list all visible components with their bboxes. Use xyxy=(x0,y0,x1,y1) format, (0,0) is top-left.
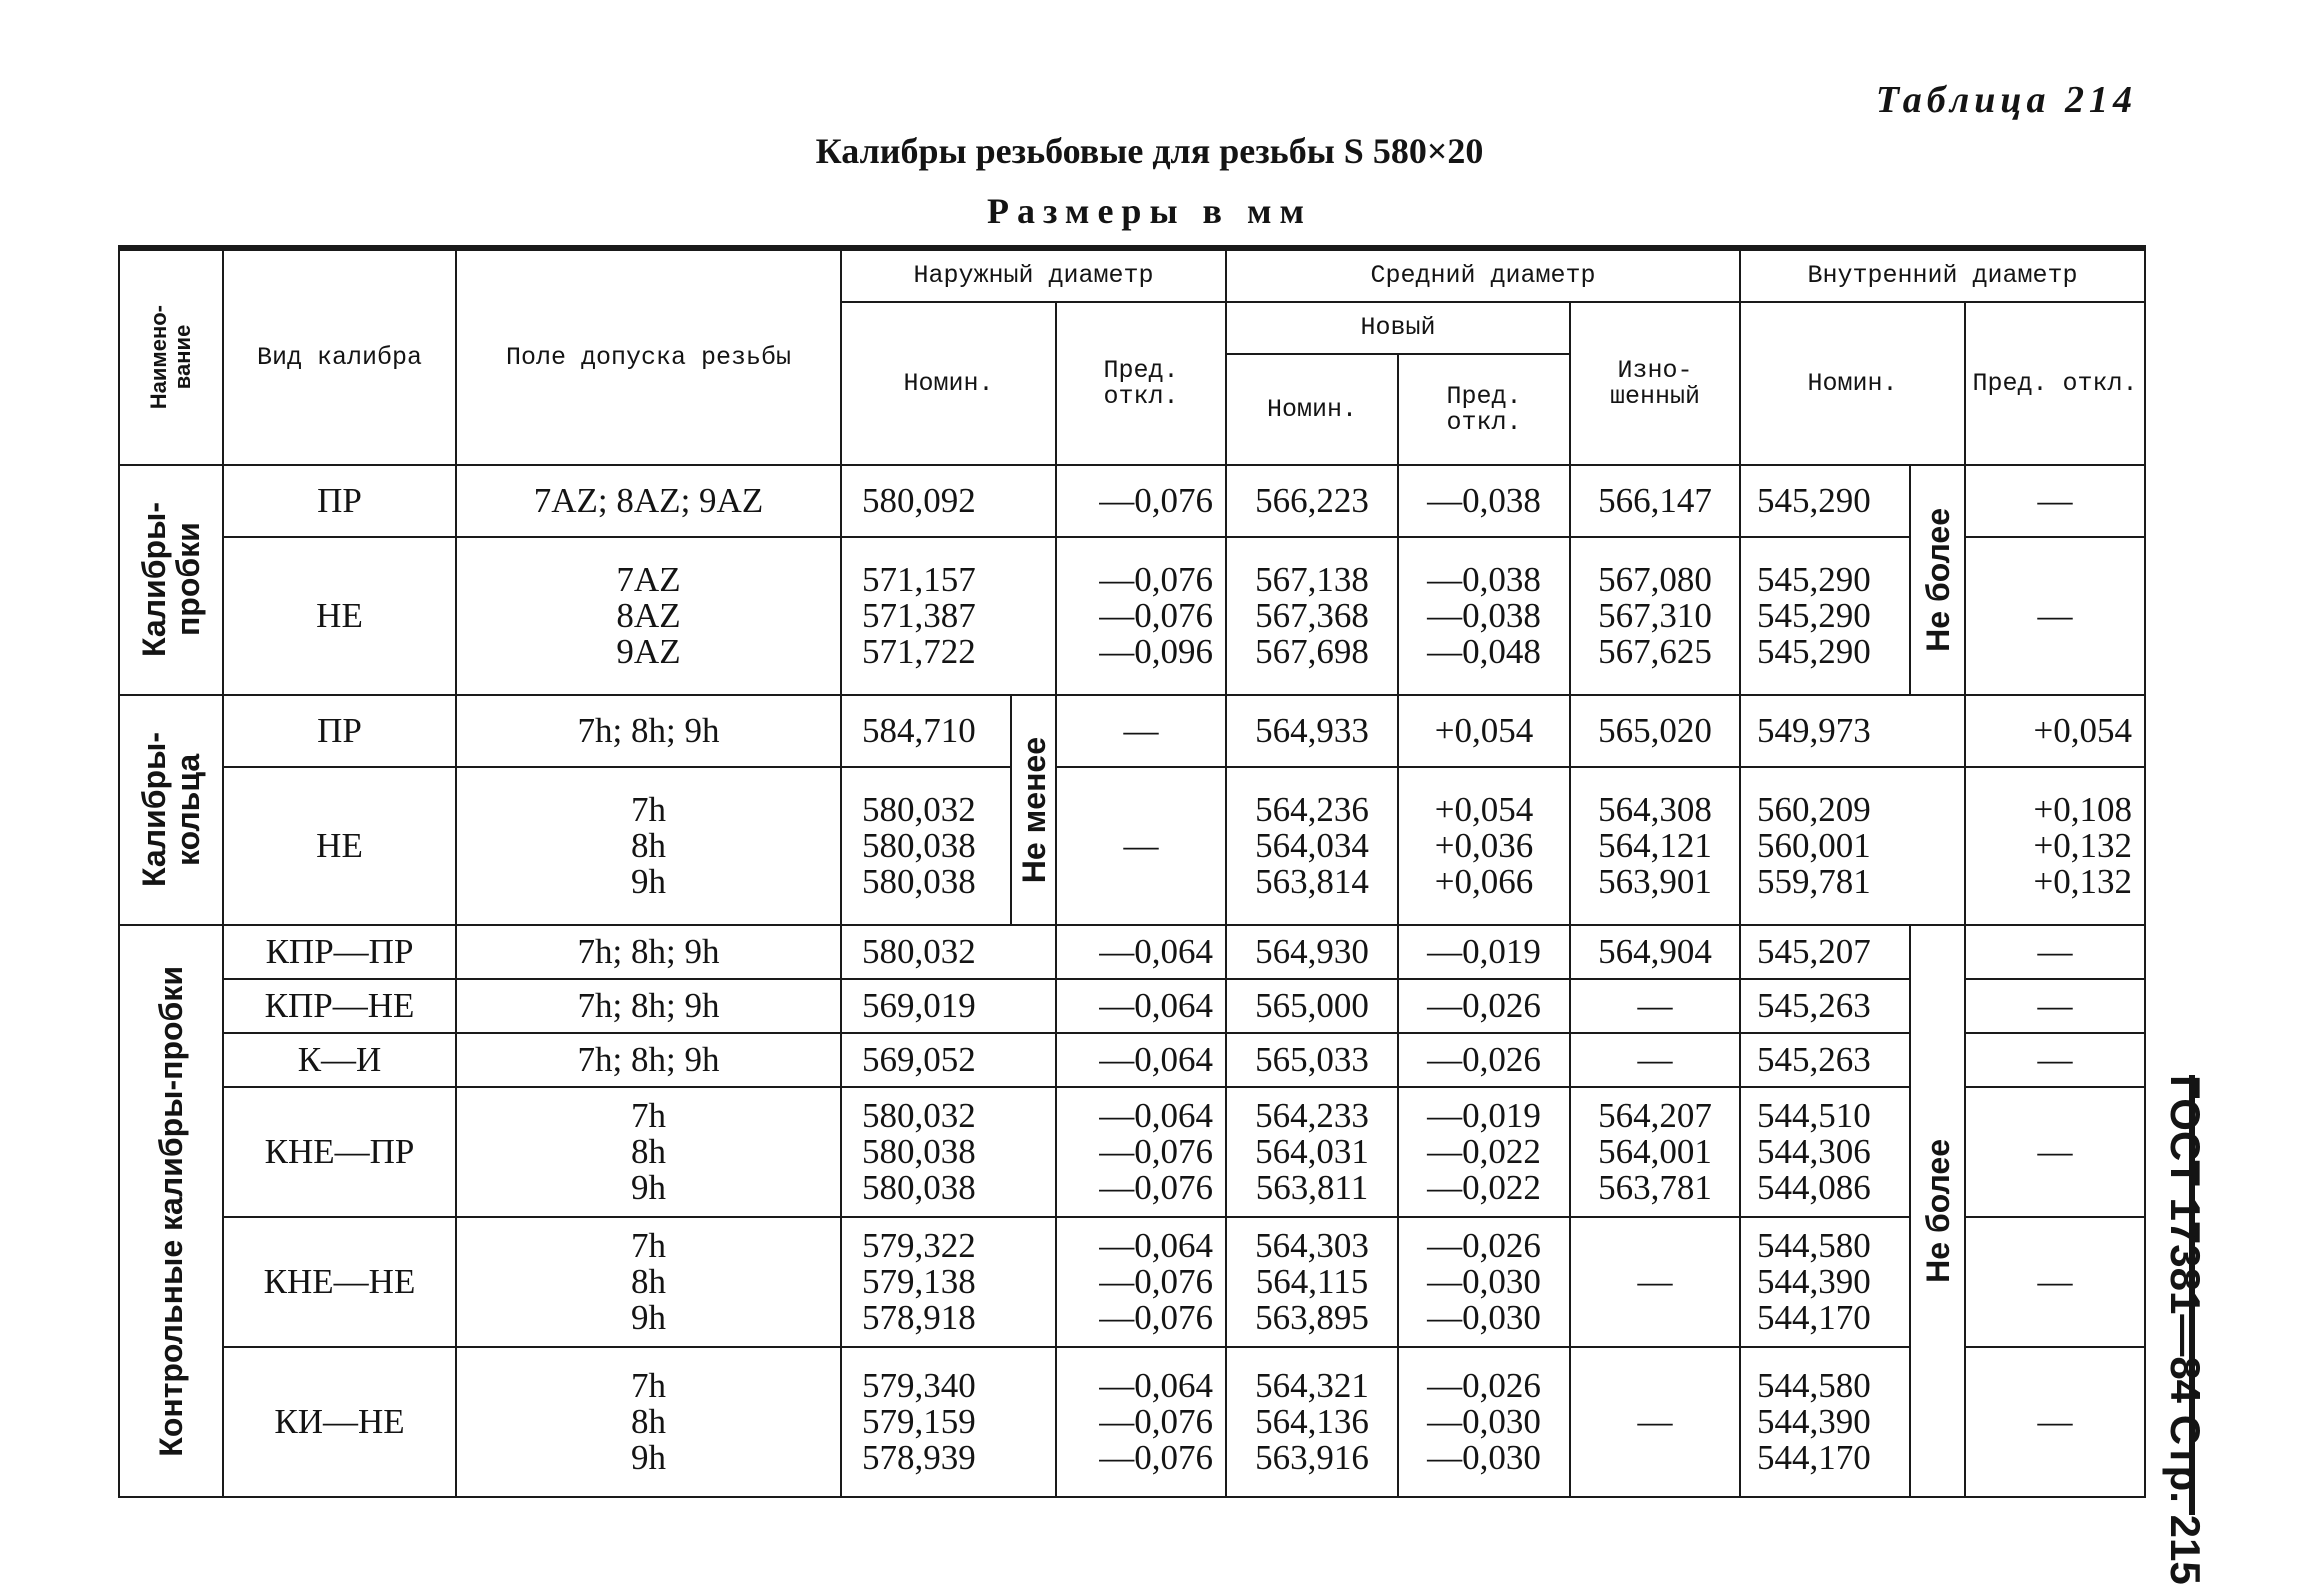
cell-middle-nom: 564,933 xyxy=(1226,695,1398,767)
cell-middle-dev: —0,026 xyxy=(1398,1033,1570,1087)
cell-middle-dev: —0,026 xyxy=(1398,979,1570,1033)
cell-inner-nom: 545,290 xyxy=(1740,465,1910,537)
cell-outer-nom: 579,322 579,138 578,918 xyxy=(841,1217,1056,1347)
cell-tolerance: 7AZ 8AZ 9AZ xyxy=(456,537,841,695)
table-row xyxy=(119,1087,2145,1217)
cell-inner-dev: — xyxy=(1965,925,2145,979)
cell-outer-nom: 579,340 579,159 578,939 xyxy=(841,1347,1056,1497)
cell-middle-nom: 565,000 xyxy=(1226,979,1398,1033)
cell-middle-nom: 564,233 564,031 563,811 xyxy=(1226,1087,1398,1217)
cell-outer-dev: —0,064 xyxy=(1056,925,1226,979)
header-new: Новый xyxy=(1226,302,1570,354)
cell-kind: НЕ xyxy=(223,537,456,695)
page-side-note: ГОСТ 17381—84 Стр. 215 xyxy=(2162,1075,2209,1585)
table-row xyxy=(119,1033,2145,1087)
cell-middle-dev: —0,038 xyxy=(1398,465,1570,537)
table-row xyxy=(119,1347,2145,1497)
header-inner-dev: Пред. откл. xyxy=(1965,302,2145,465)
cell-worn: — xyxy=(1570,1033,1740,1087)
cell-worn: — xyxy=(1570,1217,1740,1347)
cell-worn: 565,020 xyxy=(1570,695,1740,767)
cell-outer-dev: — xyxy=(1056,767,1226,925)
cell-outer-nom: 580,032 580,038 580,038 xyxy=(841,767,1011,925)
cell-tolerance: 7h 8h 9h xyxy=(456,767,841,925)
cell-inner-nom: 544,580 544,390 544,170 xyxy=(1740,1347,1910,1497)
cell-middle-dev: +0,054 +0,036 +0,066 xyxy=(1398,767,1570,925)
cell-middle-dev: +0,054 xyxy=(1398,695,1570,767)
cell-worn: — xyxy=(1570,1347,1740,1497)
group-rings: Калибры- кольца xyxy=(119,695,223,925)
cell-inner-dev: +0,054 xyxy=(1965,695,2145,767)
cell-worn: — xyxy=(1570,979,1740,1033)
cell-middle-nom: 564,321 564,136 563,916 xyxy=(1226,1347,1398,1497)
cell-inner-dev: — xyxy=(1965,465,2145,537)
cell-tolerance: 7AZ; 8AZ; 9AZ xyxy=(456,465,841,537)
units-caption: Размеры в мм xyxy=(986,191,1313,231)
header-outer-diameter: Наружный диаметр xyxy=(841,248,1226,302)
cell-outer-dev: —0,076 —0,076 —0,096 xyxy=(1056,537,1226,695)
cell-outer-dev: —0,064 xyxy=(1056,979,1226,1033)
header-middle-dev: Пред. откл. xyxy=(1398,354,1570,465)
cell-outer-dev: —0,064 —0,076 —0,076 xyxy=(1056,1217,1226,1347)
header-tolerance: Поле допуска резьбы xyxy=(456,248,841,465)
cell-middle-dev: —0,019 xyxy=(1398,925,1570,979)
table-row xyxy=(119,695,2145,767)
cell-outer-dev: —0,064 xyxy=(1056,1033,1226,1087)
cell-outer-nom: 571,157 571,387 571,722 xyxy=(841,537,1056,695)
table-row xyxy=(119,979,2145,1033)
note-not-less-rings: Не менее xyxy=(1011,695,1056,925)
cell-kind: КНЕ—НЕ xyxy=(223,1217,456,1347)
cell-inner-nom: 560,209 560,001 559,781 xyxy=(1740,767,1965,925)
cell-kind: ПР xyxy=(223,695,456,767)
header-worn: Изно-шенный xyxy=(1570,302,1740,465)
cell-tolerance: 7h; 8h; 9h xyxy=(456,925,841,979)
cell-tolerance: 7h 8h 9h xyxy=(456,1217,841,1347)
cell-inner-nom: 545,263 xyxy=(1740,1033,1910,1087)
cell-inner-nom: 545,290 545,290 545,290 xyxy=(1740,537,1910,695)
cell-inner-dev: — xyxy=(1965,1347,2145,1497)
group-control-plugs: Контрольные калибры-пробки xyxy=(119,925,223,1497)
cell-kind: КНЕ—ПР xyxy=(223,1087,456,1217)
cell-outer-dev: —0,076 xyxy=(1056,465,1226,537)
cell-worn: 564,904 xyxy=(1570,925,1740,979)
cell-tolerance: 7h; 8h; 9h xyxy=(456,695,841,767)
cell-tolerance: 7h; 8h; 9h xyxy=(456,1033,841,1087)
cell-inner-dev: — xyxy=(1965,979,2145,1033)
cell-kind: ПР xyxy=(223,465,456,537)
cell-middle-dev: —0,026 —0,030 —0,030 xyxy=(1398,1217,1570,1347)
cell-middle-dev: —0,038 —0,038 —0,048 xyxy=(1398,537,1570,695)
cell-kind: КИ—НЕ xyxy=(223,1347,456,1497)
cell-outer-dev: —0,064 —0,076 —0,076 xyxy=(1056,1087,1226,1217)
cell-worn: 566,147 xyxy=(1570,465,1740,537)
cell-inner-nom: 545,207 xyxy=(1740,925,1910,979)
cell-kind: КПР—ПР xyxy=(223,925,456,979)
cell-outer-dev: — xyxy=(1056,695,1226,767)
cell-middle-nom: 567,138 567,368 567,698 xyxy=(1226,537,1398,695)
document-title: Калибры резьбовые для резьбы S 580×20 xyxy=(815,131,1484,171)
cell-middle-nom: 564,303 564,115 563,895 xyxy=(1226,1217,1398,1347)
table-row xyxy=(119,1217,2145,1347)
cell-outer-dev: —0,064 —0,076 —0,076 xyxy=(1056,1347,1226,1497)
cell-middle-dev: —0,019 —0,022 —0,022 xyxy=(1398,1087,1570,1217)
cell-outer-nom: 584,710 xyxy=(841,695,1011,767)
table-row xyxy=(119,925,2145,979)
cell-worn: 567,080 567,310 567,625 xyxy=(1570,537,1740,695)
cell-outer-nom: 580,092 xyxy=(841,465,1056,537)
header-outer-nom: Номин. xyxy=(841,302,1056,465)
cell-tolerance: 7h 8h 9h xyxy=(456,1347,841,1497)
header-middle-nom: Номин. xyxy=(1226,354,1398,465)
cell-tolerance: 7h 8h 9h xyxy=(456,1087,841,1217)
cell-inner-dev: — xyxy=(1965,1033,2145,1087)
cell-outer-nom: 569,019 xyxy=(841,979,1056,1033)
note-not-more-control: Не более xyxy=(1910,925,1965,1497)
table-label: Таблица 214 xyxy=(1875,79,2137,121)
table-row xyxy=(119,537,2145,695)
cell-middle-nom: 566,223 xyxy=(1226,465,1398,537)
cell-outer-nom: 580,032 580,038 580,038 xyxy=(841,1087,1056,1217)
cell-middle-nom: 565,033 xyxy=(1226,1033,1398,1087)
cell-inner-dev: — xyxy=(1965,1217,2145,1347)
cell-outer-nom: 569,052 xyxy=(841,1033,1056,1087)
header-kind: Вид калибра xyxy=(223,248,456,465)
cell-middle-nom: 564,930 xyxy=(1226,925,1398,979)
cell-worn: 564,308 564,121 563,901 xyxy=(1570,767,1740,925)
cell-inner-dev: — xyxy=(1965,537,2145,695)
cell-inner-dev: — xyxy=(1965,1087,2145,1217)
header-outer-dev: Пред. откл. xyxy=(1056,302,1226,465)
cell-outer-nom: 580,032 xyxy=(841,925,1056,979)
header-middle-diameter: Средний диаметр xyxy=(1226,248,1740,302)
table-row xyxy=(119,465,2145,537)
group-plugs: Калибры- пробки xyxy=(119,465,223,695)
cell-kind: К—И xyxy=(223,1033,456,1087)
cell-inner-nom: 545,263 xyxy=(1740,979,1910,1033)
cell-kind: КПР—НЕ xyxy=(223,979,456,1033)
note-not-more-plugs: Не более xyxy=(1910,465,1965,695)
table-row xyxy=(119,767,2145,925)
cell-middle-nom: 564,236 564,034 563,814 xyxy=(1226,767,1398,925)
cell-inner-nom: 544,510 544,306 544,086 xyxy=(1740,1087,1910,1217)
cell-inner-nom: 544,580 544,390 544,170 xyxy=(1740,1217,1910,1347)
cell-inner-dev: +0,108 +0,132 +0,132 xyxy=(1965,767,2145,925)
calibers-table xyxy=(118,245,2146,1498)
header-inner-nom: Номин. xyxy=(1740,302,1965,465)
cell-worn: 564,207 564,001 563,781 xyxy=(1570,1087,1740,1217)
header-inner-diameter: Внутренний диаметр xyxy=(1740,248,2145,302)
cell-middle-dev: —0,026 —0,030 —0,030 xyxy=(1398,1347,1570,1497)
cell-tolerance: 7h; 8h; 9h xyxy=(456,979,841,1033)
cell-inner-nom: 549,973 xyxy=(1740,695,1965,767)
cell-kind: НЕ xyxy=(223,767,456,925)
header-name: Наимено- вание xyxy=(119,248,223,465)
